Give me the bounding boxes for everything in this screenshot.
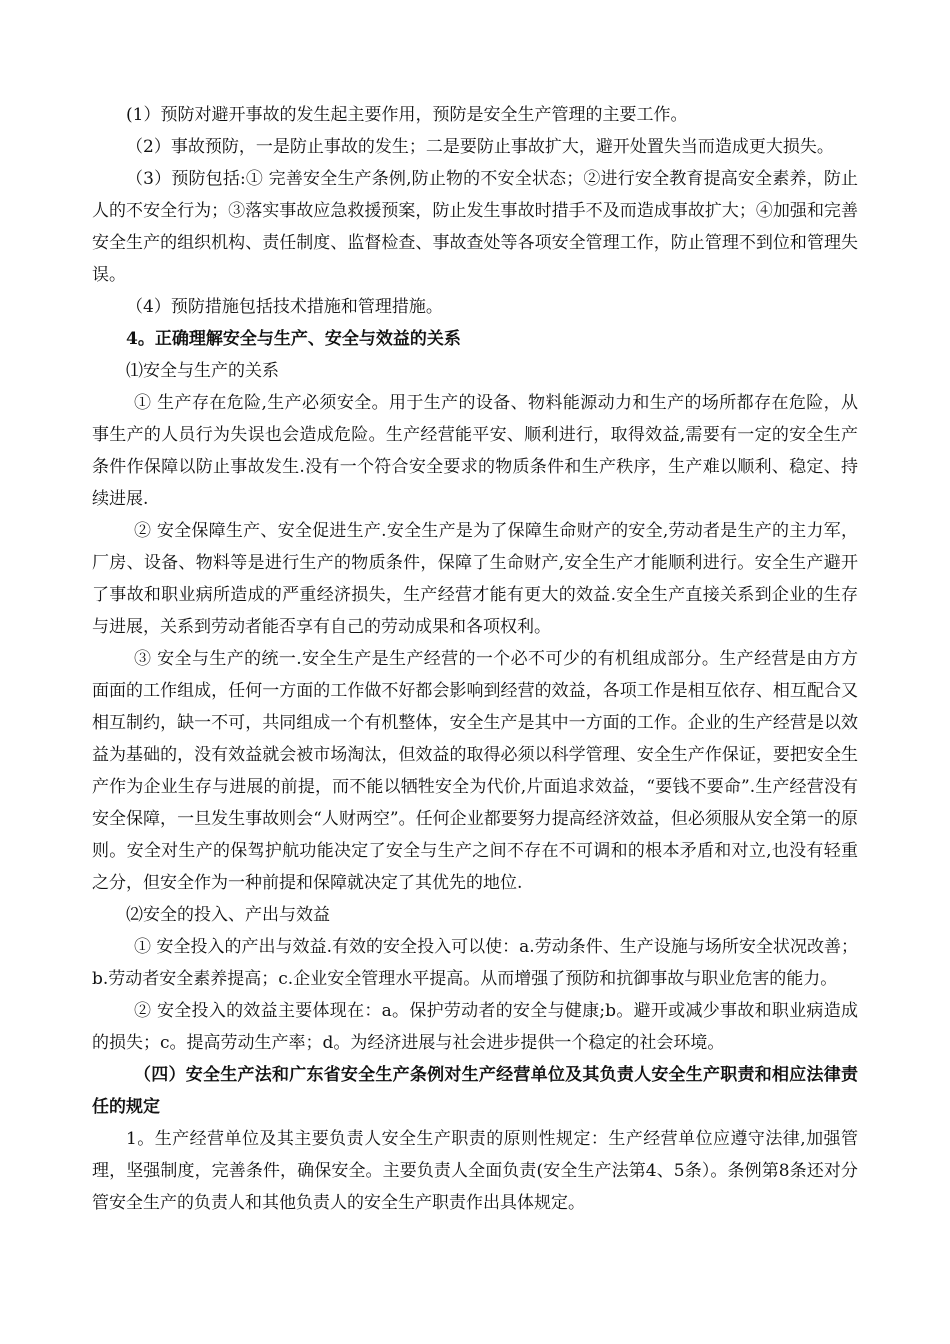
paragraph-investment-benefit: ② 安全投入的效益主要体现在：a。保护劳动者的安全与健康;b。避开或减少事故和职业病造成的损失；c。提高劳动生产率；d。为经济进展与社会进步提供一个稳定的社会环境。 — [92, 1001, 858, 1053]
subheading-safety-and-production: ⑴安全与生产的关系 — [126, 361, 279, 381]
paragraph-prevention-2: （2）事故预防，一是防止事故的发生；二是要防止事故扩大，避开处置失当而造成更大损失。 — [126, 137, 834, 157]
paragraph-investment-output: ① 安全投入的产出与效益.有效的安全投入可以使：a.劳动条件、生产设施与场所安全状况改善；b.劳动者安全素养提高；c.企业安全管理水平提高。从而增强了预防和抗御事故与职业危害的能力。 — [92, 937, 858, 989]
paragraph-safety-guarantee: ② 安全保障生产、安全促进生产.安全生产是为了保障生命财产的安全,劳动者是生产的主力军，厂房、设备、物料等是进行生产的物质条件，保障了生命财产,安全生产才能顺利进行。安全生产避开了事故和职业病所造成的严重经济损失，生产经营才能有更大的效益.安全生产直接关系到企业的生存与进展，关系到劳动者能否享有自己的劳动成果和各项权利。 — [92, 521, 858, 637]
heading-safety-production-relation: 4。正确理解安全与生产、安全与效益的关系 — [126, 329, 461, 349]
paragraph-prevention-3: （3）预防包括:① 完善安全生产条例,防止物的不安全状态；②进行安全教育提高安全素养，防止人的不安全行为；③落实事故应急救援预案，防止发生事故时措手不及而造成事故扩大；④加强和完善安全生产的组织机构、责任制度、监督检查、事故查处等各项安全管理工作，防止管理不到位和管理失误。 — [92, 169, 858, 285]
document-body — [92, 99, 858, 1219]
paragraph-prevention-4: （4）预防措施包括技术措施和管理措施。 — [126, 297, 443, 317]
section-heading-law-provisions: （四）安全生产法和广东省安全生产条例对生产经营单位及其负责人安全生产职责和相应法律责任的规定 — [92, 1065, 858, 1117]
paragraph-production-risk: ① 生产存在危险,生产必须安全。用于生产的设备、物料能源动力和生产的场所都存在危险，从事生产的人员行为失误也会造成危险。生产经营能平安、顺利进行，取得效益,需要有一定的安全生产条件作保障以防止事故发生.没有一个符合安全要求的物质条件和生产秩序，生产难以顺利、稳定、持续进展. — [92, 393, 858, 509]
paragraph-safety-unity: ③ 安全与生产的统一.安全生产是生产经营的一个必不可少的有机组成部分。生产经营是由方方面面的工作组成，任何一方面的工作做不好都会影响到经营的效益，各项工作是相互依存、相互配合又相互制约，缺一不可，共同组成一个有机整体，安全生产是其中一方面的工作。企业的生产经营是以效益为基础的，没有效益就会被市场淘汰，但效益的取得必须以科学管理、安全生产作保证，要把安全生产作为企业生存与进展的前提，而不能以牺牲安全为代价,片面追求效益，“要钱不要命”.生产经营没有安全保障，一旦发生事故则会“人财两空”。任何企业都要努力提高经济效益，但必须服从安全第一的原则。安全对生产的保驾护航功能决定了安全与生产之间不存在不可调和的根本矛盾和对立,也没有轻重之分，但安全作为一种前提和保障就决定了其优先的地位. — [92, 649, 858, 893]
paragraph-unit-responsibilities: 1。生产经营单位及其主要负责人安全生产职责的原则性规定：生产经营单位应遵守法律,加强管理，坚强制度，完善条件，确保安全。主要负责人全面负责(安全生产法第4、5条）。条例第8条还对分管安全生产的负责人和其他负责人的安全生产职责作出具体规定。 — [92, 1129, 858, 1213]
subheading-investment-benefit: ⑵安全的投入、产出与效益 — [126, 905, 330, 925]
paragraph-prevention-1: (1）预防对避开事故的发生起主要作用，预防是安全生产管理的主要工作。 — [126, 105, 688, 125]
